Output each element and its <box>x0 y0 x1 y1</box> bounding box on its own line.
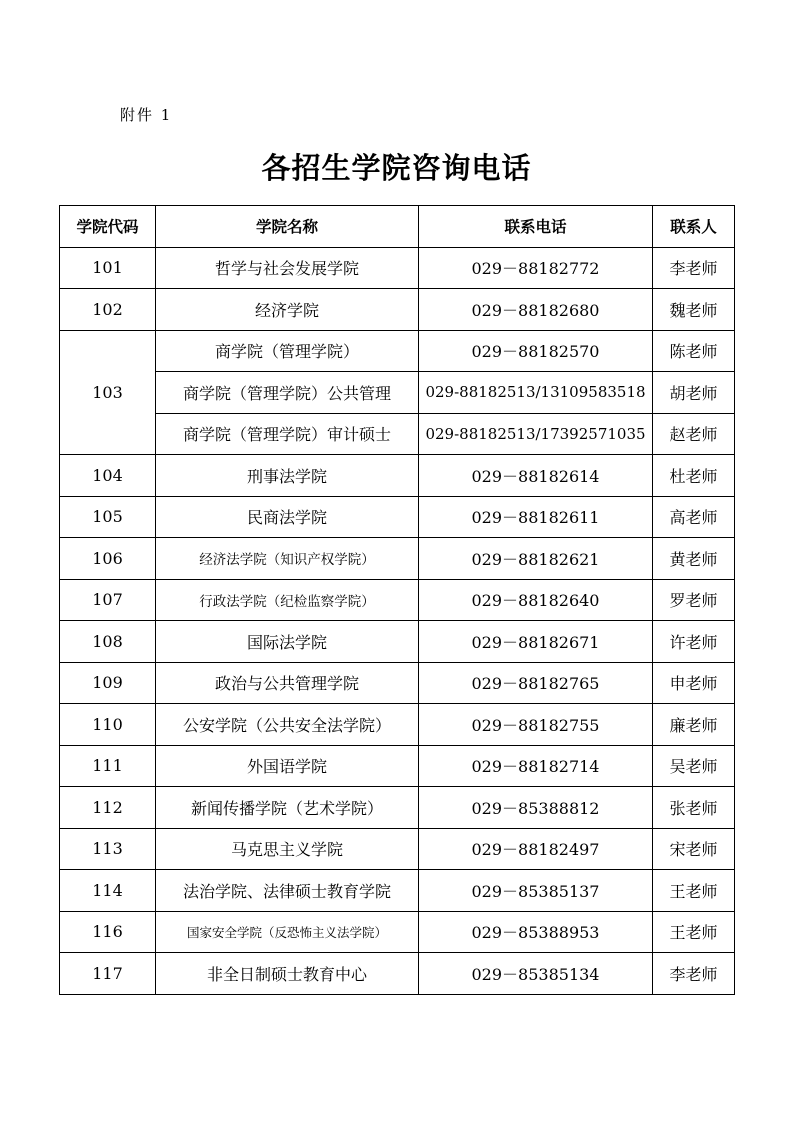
phone-number: 029－88182772 <box>419 247 653 289</box>
phone-number: 029－85385137 <box>419 870 653 912</box>
phone-number: 029－88182640 <box>419 579 653 621</box>
college-code: 107 <box>60 579 156 621</box>
phone-number: 029－88182570 <box>419 330 653 372</box>
header-phone: 联系电话 <box>419 206 653 248</box>
college-name: 商学院（管理学院）审计硕士 <box>156 413 419 455</box>
table-row <box>60 372 735 414</box>
phone-number: 029－85388812 <box>419 787 653 829</box>
table-row <box>60 621 735 663</box>
table-row <box>60 496 735 538</box>
contact-person: 罗老师 <box>653 579 735 621</box>
college-name: 国家安全学院（反恐怖主义法学院） <box>156 911 419 953</box>
college-name: 刑事法学院 <box>156 455 419 497</box>
contact-person: 张老师 <box>653 787 735 829</box>
document-title: 各招生学院咨询电话 <box>261 151 532 185</box>
college-name: 非全日制硕士教育中心 <box>156 953 419 995</box>
contact-person: 吴老师 <box>653 745 735 787</box>
attachment-label: 附件 1 <box>120 106 173 124</box>
phone-number: 029－85385134 <box>419 953 653 995</box>
college-code: 102 <box>60 289 156 331</box>
college-name: 外国语学院 <box>156 745 419 787</box>
college-name: 行政法学院（纪检监察学院） <box>156 579 419 621</box>
college-code: 117 <box>60 953 156 995</box>
college-code: 103 <box>60 330 156 455</box>
contact-person: 宋老师 <box>653 828 735 870</box>
college-code: 114 <box>60 870 156 912</box>
contact-person: 王老师 <box>653 911 735 953</box>
college-code: 112 <box>60 787 156 829</box>
table-row <box>60 538 735 580</box>
contact-person: 黄老师 <box>653 538 735 580</box>
table-row <box>60 413 735 455</box>
phone-number: 029－88182714 <box>419 745 653 787</box>
table-row <box>60 247 735 289</box>
table-row <box>60 579 735 621</box>
table-row <box>60 662 735 704</box>
college-code: 111 <box>60 745 156 787</box>
header-contact: 联系人 <box>653 206 735 248</box>
contact-person: 廉老师 <box>653 704 735 746</box>
table-row <box>60 745 735 787</box>
college-code: 110 <box>60 704 156 746</box>
college-name: 国际法学院 <box>156 621 419 663</box>
table-row <box>60 870 735 912</box>
table-row <box>60 953 735 995</box>
contact-person: 胡老师 <box>653 372 735 414</box>
table-row <box>60 911 735 953</box>
college-code: 113 <box>60 828 156 870</box>
college-name: 商学院（管理学院）公共管理 <box>156 372 419 414</box>
college-name: 公安学院（公共安全法学院） <box>156 704 419 746</box>
table-row <box>60 828 735 870</box>
phone-number: 029－88182621 <box>419 538 653 580</box>
college-name: 商学院（管理学院） <box>156 330 419 372</box>
phone-number: 029－88182680 <box>419 289 653 331</box>
contact-person: 李老师 <box>653 247 735 289</box>
college-code: 116 <box>60 911 156 953</box>
phone-number: 029－88182611 <box>419 496 653 538</box>
phone-number: 029－88182765 <box>419 662 653 704</box>
header-college-name: 学院名称 <box>156 206 419 248</box>
contact-person: 魏老师 <box>653 289 735 331</box>
college-name: 新闻传播学院（艺术学院） <box>156 787 419 829</box>
contact-person: 杜老师 <box>653 455 735 497</box>
table-header-row <box>60 206 735 248</box>
contact-person: 许老师 <box>653 621 735 663</box>
college-name: 经济学院 <box>156 289 419 331</box>
college-name: 经济法学院（知识产权学院） <box>156 538 419 580</box>
college-name: 政治与公共管理学院 <box>156 662 419 704</box>
college-name: 民商法学院 <box>156 496 419 538</box>
contact-person: 王老师 <box>653 870 735 912</box>
college-code: 108 <box>60 621 156 663</box>
college-code: 106 <box>60 538 156 580</box>
contact-person: 陈老师 <box>653 330 735 372</box>
contact-person: 申老师 <box>653 662 735 704</box>
college-code: 109 <box>60 662 156 704</box>
table-row <box>60 455 735 497</box>
college-name: 法治学院、法律硕士教育学院 <box>156 870 419 912</box>
phone-number: 029－88182497 <box>419 828 653 870</box>
contact-person: 赵老师 <box>653 413 735 455</box>
contact-person: 高老师 <box>653 496 735 538</box>
header-college-code: 学院代码 <box>60 206 156 248</box>
phone-number: 029-88182513/17392571035 <box>419 413 653 455</box>
table-row <box>60 330 735 372</box>
college-name: 哲学与社会发展学院 <box>156 247 419 289</box>
college-code: 101 <box>60 247 156 289</box>
table-row <box>60 787 735 829</box>
contact-person: 李老师 <box>653 953 735 995</box>
phone-number: 029－88182755 <box>419 704 653 746</box>
phone-number: 029－88182671 <box>419 621 653 663</box>
phone-number: 029-88182513/13109583518 <box>419 372 653 414</box>
table-row <box>60 704 735 746</box>
college-code: 104 <box>60 455 156 497</box>
college-code: 105 <box>60 496 156 538</box>
contact-table <box>59 205 735 995</box>
college-name: 马克思主义学院 <box>156 828 419 870</box>
phone-number: 029－88182614 <box>419 455 653 497</box>
phone-number: 029－85388953 <box>419 911 653 953</box>
table-row <box>60 289 735 331</box>
